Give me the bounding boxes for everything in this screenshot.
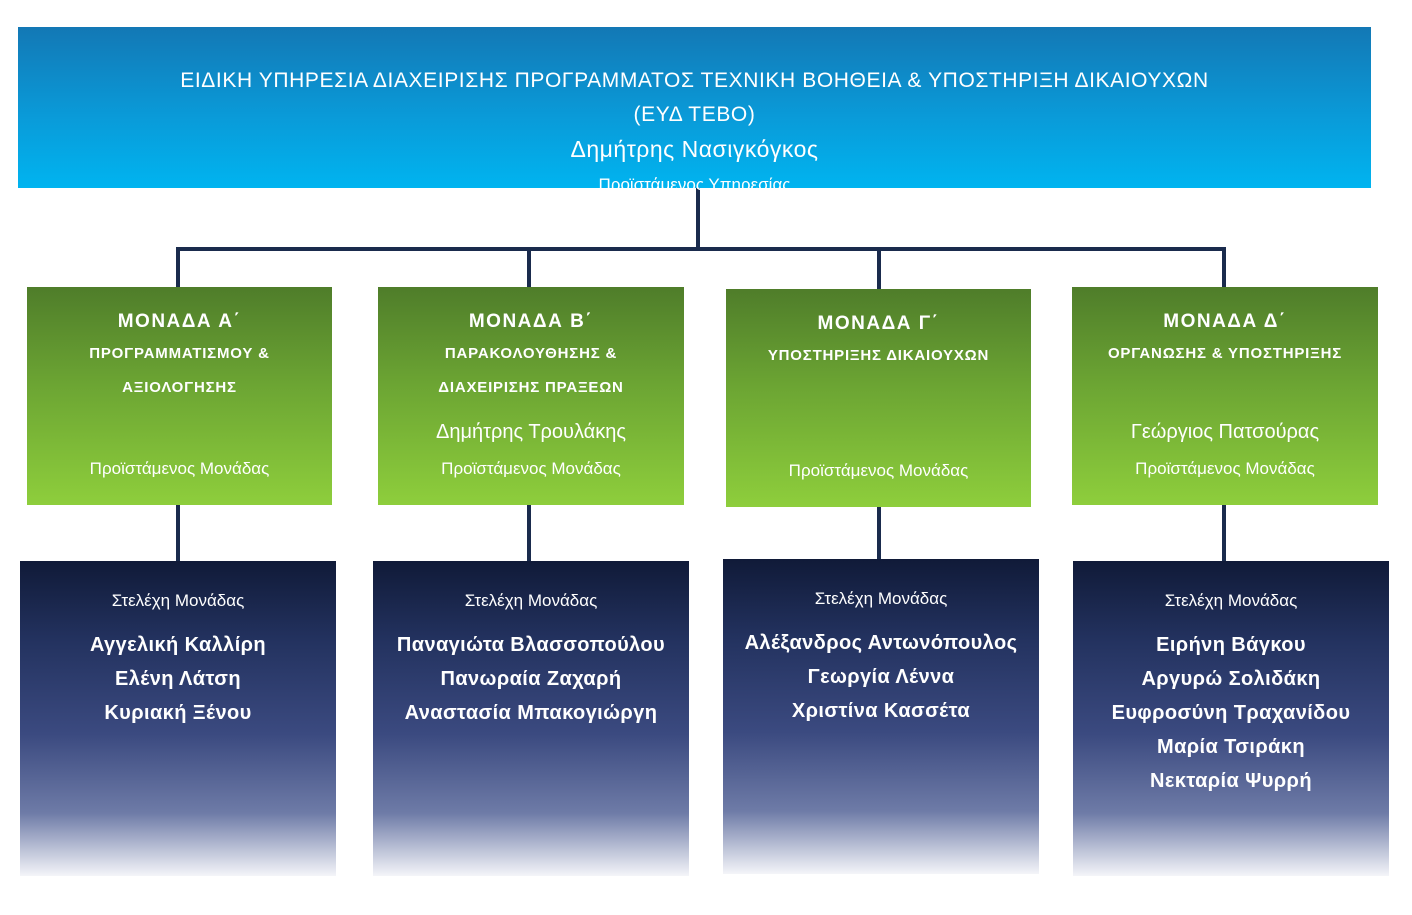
service-title: ΕΙΔΙΚΗ ΥΠΗΡΕΣΙΑ ΔΙΑΧΕΙΡΙΣΗΣ ΠΡΟΓΡΑΜΜΑΤΟΣ ΤΕΧΝΙΚΗ ΒΟΗΘΕΙΑ & ΥΠΟΣΤΗΡΙΞΗ ΔΙΚΑΙΟΥΧΩΝ xyxy=(180,69,1209,92)
unit-b-title: ΜΟΝΑΔΑ Β΄ xyxy=(468,311,594,332)
unit-a-description-line1: ΠΡΟΓΡΑΜΜΑΤΙΣΜΟΥ & xyxy=(89,345,270,362)
staff-member: Αργυρώ Σολιδάκη xyxy=(1141,668,1321,690)
unit-c-description-line1: ΥΠΟΣΤΗΡΙΞΗΣ ΔΙΚΑΙΟΥΧΩΝ xyxy=(767,347,990,364)
staff-member: Ελένη Λάτση xyxy=(115,668,241,690)
connector-unit-a xyxy=(176,247,180,287)
unit-a-staff-box xyxy=(20,561,336,876)
staff-member: Αγγελική Καλλίρη xyxy=(89,634,267,656)
service-head-name: Δημήτρης Νασιγκόγκος xyxy=(570,136,819,162)
unit-a-staff-label: Στελέχη Μονάδας xyxy=(111,591,245,610)
connector-main-vertical xyxy=(696,188,700,249)
connector-unit-d xyxy=(1222,247,1226,287)
unit-b-staff-label: Στελέχη Μονάδας xyxy=(464,591,598,610)
unit-c-box xyxy=(726,289,1031,507)
unit-a-staff-list xyxy=(20,628,336,730)
staff-member: Ειρήνη Βάγκου xyxy=(1156,634,1306,656)
unit-d-head-role: Προϊστάμενος Μονάδας xyxy=(1135,459,1315,478)
connector-staff-a xyxy=(176,505,180,561)
unit-d-staff-list xyxy=(1073,628,1389,798)
connector-staff-b xyxy=(527,505,531,561)
unit-d-title: ΜΟΝΑΔΑ Δ΄ xyxy=(1163,311,1287,332)
staff-member: Αναστασία Μπακογιώργη xyxy=(404,702,658,724)
connector-unit-b xyxy=(527,247,531,287)
unit-b-box xyxy=(378,287,684,505)
unit-b-head-name: Δημήτρης Τρουλάκης xyxy=(435,421,627,443)
unit-d-box xyxy=(1072,287,1378,505)
staff-member: Αλέξανδρος Αντωνόπουλος xyxy=(744,632,1018,654)
unit-b-description-line2: ΔΙΑΧΕΙΡΙΣΗΣ ΠΡΑΞΕΩΝ xyxy=(438,379,624,396)
staff-member: Πανωραία Ζαχαρή xyxy=(440,668,622,690)
connector-staff-c xyxy=(877,507,881,559)
unit-a-title: ΜΟΝΑΔΑ Α΄ xyxy=(117,311,242,332)
service-head-role: Προϊστάμενος Υπηρεσίας xyxy=(598,175,791,194)
service-box xyxy=(18,27,1371,194)
staff-member: Μαρία Τσιράκη xyxy=(1157,736,1305,758)
staff-member: Κυριακή Ξένου xyxy=(104,702,252,724)
unit-a-box xyxy=(27,287,332,505)
connector-staff-d xyxy=(1222,505,1226,561)
unit-c-staff-label: Στελέχη Μονάδας xyxy=(814,589,948,608)
unit-d-staff-box xyxy=(1073,561,1389,876)
unit-d-staff-label: Στελέχη Μονάδας xyxy=(1164,591,1298,610)
connector-unit-c xyxy=(877,247,881,289)
unit-a-description-line2: ΑΞΙΟΛΟΓΗΣΗΣ xyxy=(122,379,237,396)
unit-a-head-role: Προϊστάμενος Μονάδας xyxy=(89,459,270,478)
staff-member: Γεωργία Λέννα xyxy=(807,666,955,688)
unit-c-staff-list xyxy=(723,626,1039,728)
unit-c-staff-box xyxy=(723,559,1039,874)
staff-member: Ευφροσύνη Τραχανίδου xyxy=(1111,702,1351,724)
staff-member: Παναγιώτα Βλασσοπούλου xyxy=(396,634,666,656)
unit-b-staff-list xyxy=(373,628,689,730)
staff-member: Χριστίνα Κασσέτα xyxy=(791,700,971,722)
unit-d-description-line1: ΟΡΓΑΝΩΣΗΣ & ΥΠΟΣΤΗΡΙΞΗΣ xyxy=(1107,345,1343,362)
connector-horizontal xyxy=(176,247,1226,251)
unit-b-description-line1: ΠΑΡΑΚΟΛΟΥΘΗΣΗΣ & xyxy=(444,345,618,362)
unit-b-head-role: Προϊστάμενος Μονάδας xyxy=(441,459,621,478)
service-abbreviation: (ΕΥΔ ΤΕΒΟ) xyxy=(633,103,756,126)
unit-c-head-role: Προϊστάμενος Μονάδας xyxy=(788,461,969,480)
unit-d-head-name: Γεώργιος Πατσούρας xyxy=(1130,421,1320,443)
unit-b-staff-box xyxy=(373,561,689,876)
staff-member: Νεκταρία Ψυρρή xyxy=(1150,770,1312,792)
unit-c-title: ΜΟΝΑΔΑ Γ΄ xyxy=(817,313,940,334)
